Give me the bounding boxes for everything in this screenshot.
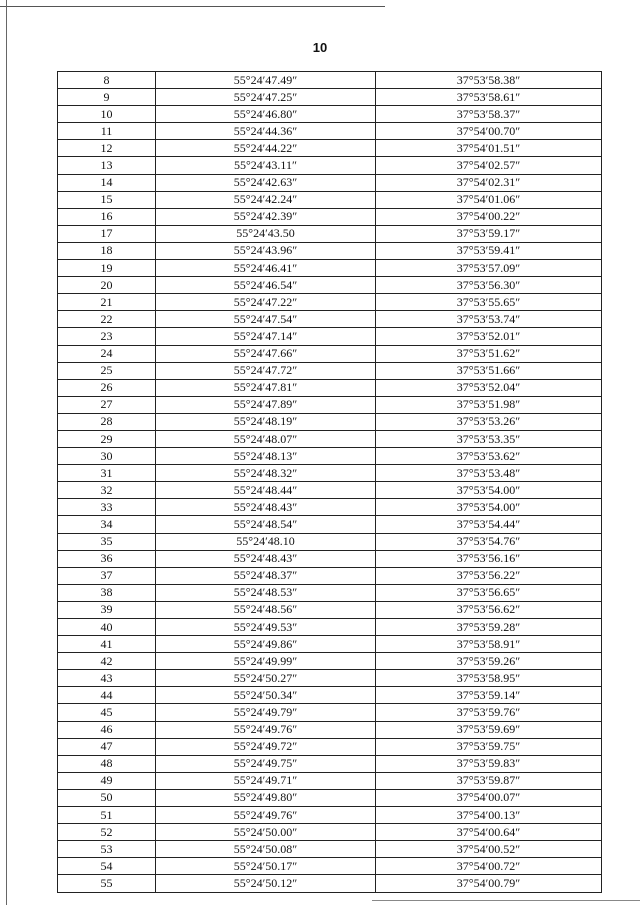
page-number: 10: [312, 40, 328, 55]
longitude-cell: 37°53′59.28″: [376, 619, 602, 636]
latitude-cell: 55°24′49.99″: [156, 653, 376, 670]
latitude-cell: 55°24′47.81″: [156, 379, 376, 396]
latitude-cell: 55°24′42.39″: [156, 208, 376, 225]
table-row: [58, 824, 602, 841]
point-number-cell: 37: [58, 567, 156, 584]
latitude-cell: 55°24′47.72″: [156, 362, 376, 379]
longitude-cell: 37°54′00.79″: [376, 875, 602, 892]
latitude-cell: 55°24′47.54″: [156, 311, 376, 328]
latitude-cell: 55°24′46.80″: [156, 106, 376, 123]
latitude-cell: 55°24′50.08″: [156, 841, 376, 858]
longitude-cell: 37°53′58.95″: [376, 670, 602, 687]
table-row: [58, 345, 602, 362]
point-number-cell: 49: [58, 772, 156, 789]
point-number-cell: 45: [58, 704, 156, 721]
table-row: [58, 174, 602, 191]
table-row: [58, 277, 602, 294]
longitude-cell: 37°53′53.48″: [376, 465, 602, 482]
longitude-cell: 37°53′58.37″: [376, 106, 602, 123]
point-number-cell: 44: [58, 687, 156, 704]
bottom-border-line: [372, 900, 640, 901]
coordinates-table-body: [58, 72, 602, 893]
latitude-cell: 55°24′47.22″: [156, 294, 376, 311]
longitude-cell: 37°54′00.72″: [376, 858, 602, 875]
longitude-cell: 37°53′56.62″: [376, 601, 602, 618]
latitude-cell: 55°24′43.50: [156, 225, 376, 242]
point-number-cell: 42: [58, 653, 156, 670]
latitude-cell: 55°24′49.72″: [156, 738, 376, 755]
longitude-cell: 37°54′01.51″: [376, 140, 602, 157]
table-row: [58, 516, 602, 533]
latitude-cell: 55°24′47.89″: [156, 396, 376, 413]
point-number-cell: 14: [58, 174, 156, 191]
latitude-cell: 55°24′42.63″: [156, 174, 376, 191]
table-row: [58, 225, 602, 242]
point-number-cell: 38: [58, 584, 156, 601]
table-row: [58, 636, 602, 653]
longitude-cell: 37°53′59.26″: [376, 653, 602, 670]
longitude-cell: 37°53′51.98″: [376, 396, 602, 413]
longitude-cell: 37°53′51.62″: [376, 345, 602, 362]
latitude-cell: 55°24′48.56″: [156, 601, 376, 618]
point-number-cell: 51: [58, 807, 156, 824]
point-number-cell: 27: [58, 396, 156, 413]
longitude-cell: 37°53′54.00″: [376, 499, 602, 516]
latitude-cell: 55°24′48.37″: [156, 567, 376, 584]
latitude-cell: 55°24′50.27″: [156, 670, 376, 687]
point-number-cell: 50: [58, 789, 156, 806]
longitude-cell: 37°53′59.87″: [376, 772, 602, 789]
point-number-cell: 55: [58, 875, 156, 892]
table-row: [58, 755, 602, 772]
point-number-cell: 22: [58, 311, 156, 328]
top-border-line: [0, 6, 385, 7]
latitude-cell: 55°24′49.76″: [156, 807, 376, 824]
point-number-cell: 52: [58, 824, 156, 841]
longitude-cell: 37°53′53.35″: [376, 430, 602, 447]
point-number-cell: 19: [58, 260, 156, 277]
table-row: [58, 396, 602, 413]
table-row: [58, 550, 602, 567]
table-row: [58, 738, 602, 755]
latitude-cell: 55°24′50.17″: [156, 858, 376, 875]
longitude-cell: 37°53′56.16″: [376, 550, 602, 567]
latitude-cell: 55°24′49.76″: [156, 721, 376, 738]
longitude-cell: 37°53′58.38″: [376, 72, 602, 89]
table-row: [58, 123, 602, 140]
table-row: [58, 601, 602, 618]
latitude-cell: 55°24′49.53″: [156, 619, 376, 636]
latitude-cell: 55°24′48.54″: [156, 516, 376, 533]
point-number-cell: 28: [58, 413, 156, 430]
point-number-cell: 46: [58, 721, 156, 738]
table-row: [58, 242, 602, 259]
longitude-cell: 37°54′00.52″: [376, 841, 602, 858]
table-row: [58, 208, 602, 225]
latitude-cell: 55°24′47.49″: [156, 72, 376, 89]
table-row: [58, 567, 602, 584]
point-number-cell: 40: [58, 619, 156, 636]
longitude-cell: 37°53′59.14″: [376, 687, 602, 704]
latitude-cell: 55°24′46.54″: [156, 277, 376, 294]
left-border-line: [6, 0, 7, 905]
latitude-cell: 55°24′44.36″: [156, 123, 376, 140]
table-row: [58, 721, 602, 738]
longitude-cell: 37°53′52.01″: [376, 328, 602, 345]
table-row: [58, 482, 602, 499]
table-row: [58, 789, 602, 806]
longitude-cell: 37°53′56.30″: [376, 277, 602, 294]
latitude-cell: 55°24′49.71″: [156, 772, 376, 789]
table-row: [58, 653, 602, 670]
table-row: [58, 379, 602, 396]
table-row: [58, 294, 602, 311]
point-number-cell: 9: [58, 89, 156, 106]
longitude-cell: 37°54′00.22″: [376, 208, 602, 225]
table-row: [58, 772, 602, 789]
point-number-cell: 25: [58, 362, 156, 379]
longitude-cell: 37°53′59.69″: [376, 721, 602, 738]
latitude-cell: 55°24′48.43″: [156, 499, 376, 516]
latitude-cell: 55°24′48.10: [156, 533, 376, 550]
point-number-cell: 54: [58, 858, 156, 875]
longitude-cell: 37°53′59.75″: [376, 738, 602, 755]
table-row: [58, 72, 602, 89]
longitude-cell: 37°54′00.07″: [376, 789, 602, 806]
table-row: [58, 311, 602, 328]
point-number-cell: 23: [58, 328, 156, 345]
latitude-cell: 55°24′49.86″: [156, 636, 376, 653]
longitude-cell: 37°53′59.17″: [376, 225, 602, 242]
point-number-cell: 26: [58, 379, 156, 396]
longitude-cell: 37°53′58.91″: [376, 636, 602, 653]
latitude-cell: 55°24′48.53″: [156, 584, 376, 601]
point-number-cell: 13: [58, 157, 156, 174]
coordinates-table: [57, 71, 602, 893]
longitude-cell: 37°53′56.22″: [376, 567, 602, 584]
longitude-cell: 37°53′54.76″: [376, 533, 602, 550]
longitude-cell: 37°53′54.44″: [376, 516, 602, 533]
point-number-cell: 36: [58, 550, 156, 567]
point-number-cell: 33: [58, 499, 156, 516]
table-row: [58, 858, 602, 875]
point-number-cell: 29: [58, 430, 156, 447]
point-number-cell: 48: [58, 755, 156, 772]
latitude-cell: 55°24′43.11″: [156, 157, 376, 174]
latitude-cell: 55°24′50.34″: [156, 687, 376, 704]
point-number-cell: 31: [58, 465, 156, 482]
latitude-cell: 55°24′50.00″: [156, 824, 376, 841]
longitude-cell: 37°54′00.70″: [376, 123, 602, 140]
longitude-cell: 37°53′52.04″: [376, 379, 602, 396]
longitude-cell: 37°54′02.57″: [376, 157, 602, 174]
table-row: [58, 106, 602, 123]
table-row: [58, 687, 602, 704]
point-number-cell: 12: [58, 140, 156, 157]
longitude-cell: 37°53′59.76″: [376, 704, 602, 721]
table-row: [58, 465, 602, 482]
point-number-cell: 41: [58, 636, 156, 653]
point-number-cell: 24: [58, 345, 156, 362]
point-number-cell: 43: [58, 670, 156, 687]
longitude-cell: 37°54′01.06″: [376, 191, 602, 208]
point-number-cell: 21: [58, 294, 156, 311]
point-number-cell: 10: [58, 106, 156, 123]
longitude-cell: 37°54′00.64″: [376, 824, 602, 841]
longitude-cell: 37°53′56.65″: [376, 584, 602, 601]
table-row: [58, 841, 602, 858]
point-number-cell: 16: [58, 208, 156, 225]
longitude-cell: 37°53′59.41″: [376, 242, 602, 259]
table-row: [58, 430, 602, 447]
table-row: [58, 89, 602, 106]
latitude-cell: 55°24′42.24″: [156, 191, 376, 208]
point-number-cell: 47: [58, 738, 156, 755]
table-row: [58, 260, 602, 277]
longitude-cell: 37°53′51.66″: [376, 362, 602, 379]
point-number-cell: 35: [58, 533, 156, 550]
point-number-cell: 11: [58, 123, 156, 140]
longitude-cell: 37°53′54.00″: [376, 482, 602, 499]
table-row: [58, 807, 602, 824]
point-number-cell: 30: [58, 448, 156, 465]
table-row: [58, 362, 602, 379]
latitude-cell: 55°24′46.41″: [156, 260, 376, 277]
point-number-cell: 8: [58, 72, 156, 89]
latitude-cell: 55°24′47.14″: [156, 328, 376, 345]
latitude-cell: 55°24′48.43″: [156, 550, 376, 567]
latitude-cell: 55°24′47.66″: [156, 345, 376, 362]
table-row: [58, 670, 602, 687]
table-row: [58, 533, 602, 550]
longitude-cell: 37°54′00.13″: [376, 807, 602, 824]
table-row: [58, 704, 602, 721]
longitude-cell: 37°53′59.83″: [376, 755, 602, 772]
table-row: [58, 584, 602, 601]
latitude-cell: 55°24′48.44″: [156, 482, 376, 499]
latitude-cell: 55°24′48.19″: [156, 413, 376, 430]
point-number-cell: 53: [58, 841, 156, 858]
table-row: [58, 619, 602, 636]
table-row: [58, 875, 602, 892]
latitude-cell: 55°24′49.75″: [156, 755, 376, 772]
latitude-cell: 55°24′48.32″: [156, 465, 376, 482]
latitude-cell: 55°24′48.13″: [156, 448, 376, 465]
point-number-cell: 18: [58, 242, 156, 259]
point-number-cell: 20: [58, 277, 156, 294]
table-row: [58, 413, 602, 430]
longitude-cell: 37°53′53.62″: [376, 448, 602, 465]
point-number-cell: 34: [58, 516, 156, 533]
longitude-cell: 37°53′58.61″: [376, 89, 602, 106]
latitude-cell: 55°24′49.79″: [156, 704, 376, 721]
longitude-cell: 37°53′53.74″: [376, 311, 602, 328]
point-number-cell: 17: [58, 225, 156, 242]
longitude-cell: 37°53′53.26″: [376, 413, 602, 430]
table-row: [58, 328, 602, 345]
point-number-cell: 39: [58, 601, 156, 618]
latitude-cell: 55°24′44.22″: [156, 140, 376, 157]
table-row: [58, 140, 602, 157]
latitude-cell: 55°24′47.25″: [156, 89, 376, 106]
point-number-cell: 32: [58, 482, 156, 499]
longitude-cell: 37°54′02.31″: [376, 174, 602, 191]
latitude-cell: 55°24′49.80″: [156, 789, 376, 806]
longitude-cell: 37°53′55.65″: [376, 294, 602, 311]
table-row: [58, 157, 602, 174]
latitude-cell: 55°24′43.96″: [156, 242, 376, 259]
longitude-cell: 37°53′57.09″: [376, 260, 602, 277]
latitude-cell: 55°24′50.12″: [156, 875, 376, 892]
latitude-cell: 55°24′48.07″: [156, 430, 376, 447]
table-row: [58, 499, 602, 516]
table-row: [58, 191, 602, 208]
point-number-cell: 15: [58, 191, 156, 208]
table-row: [58, 448, 602, 465]
